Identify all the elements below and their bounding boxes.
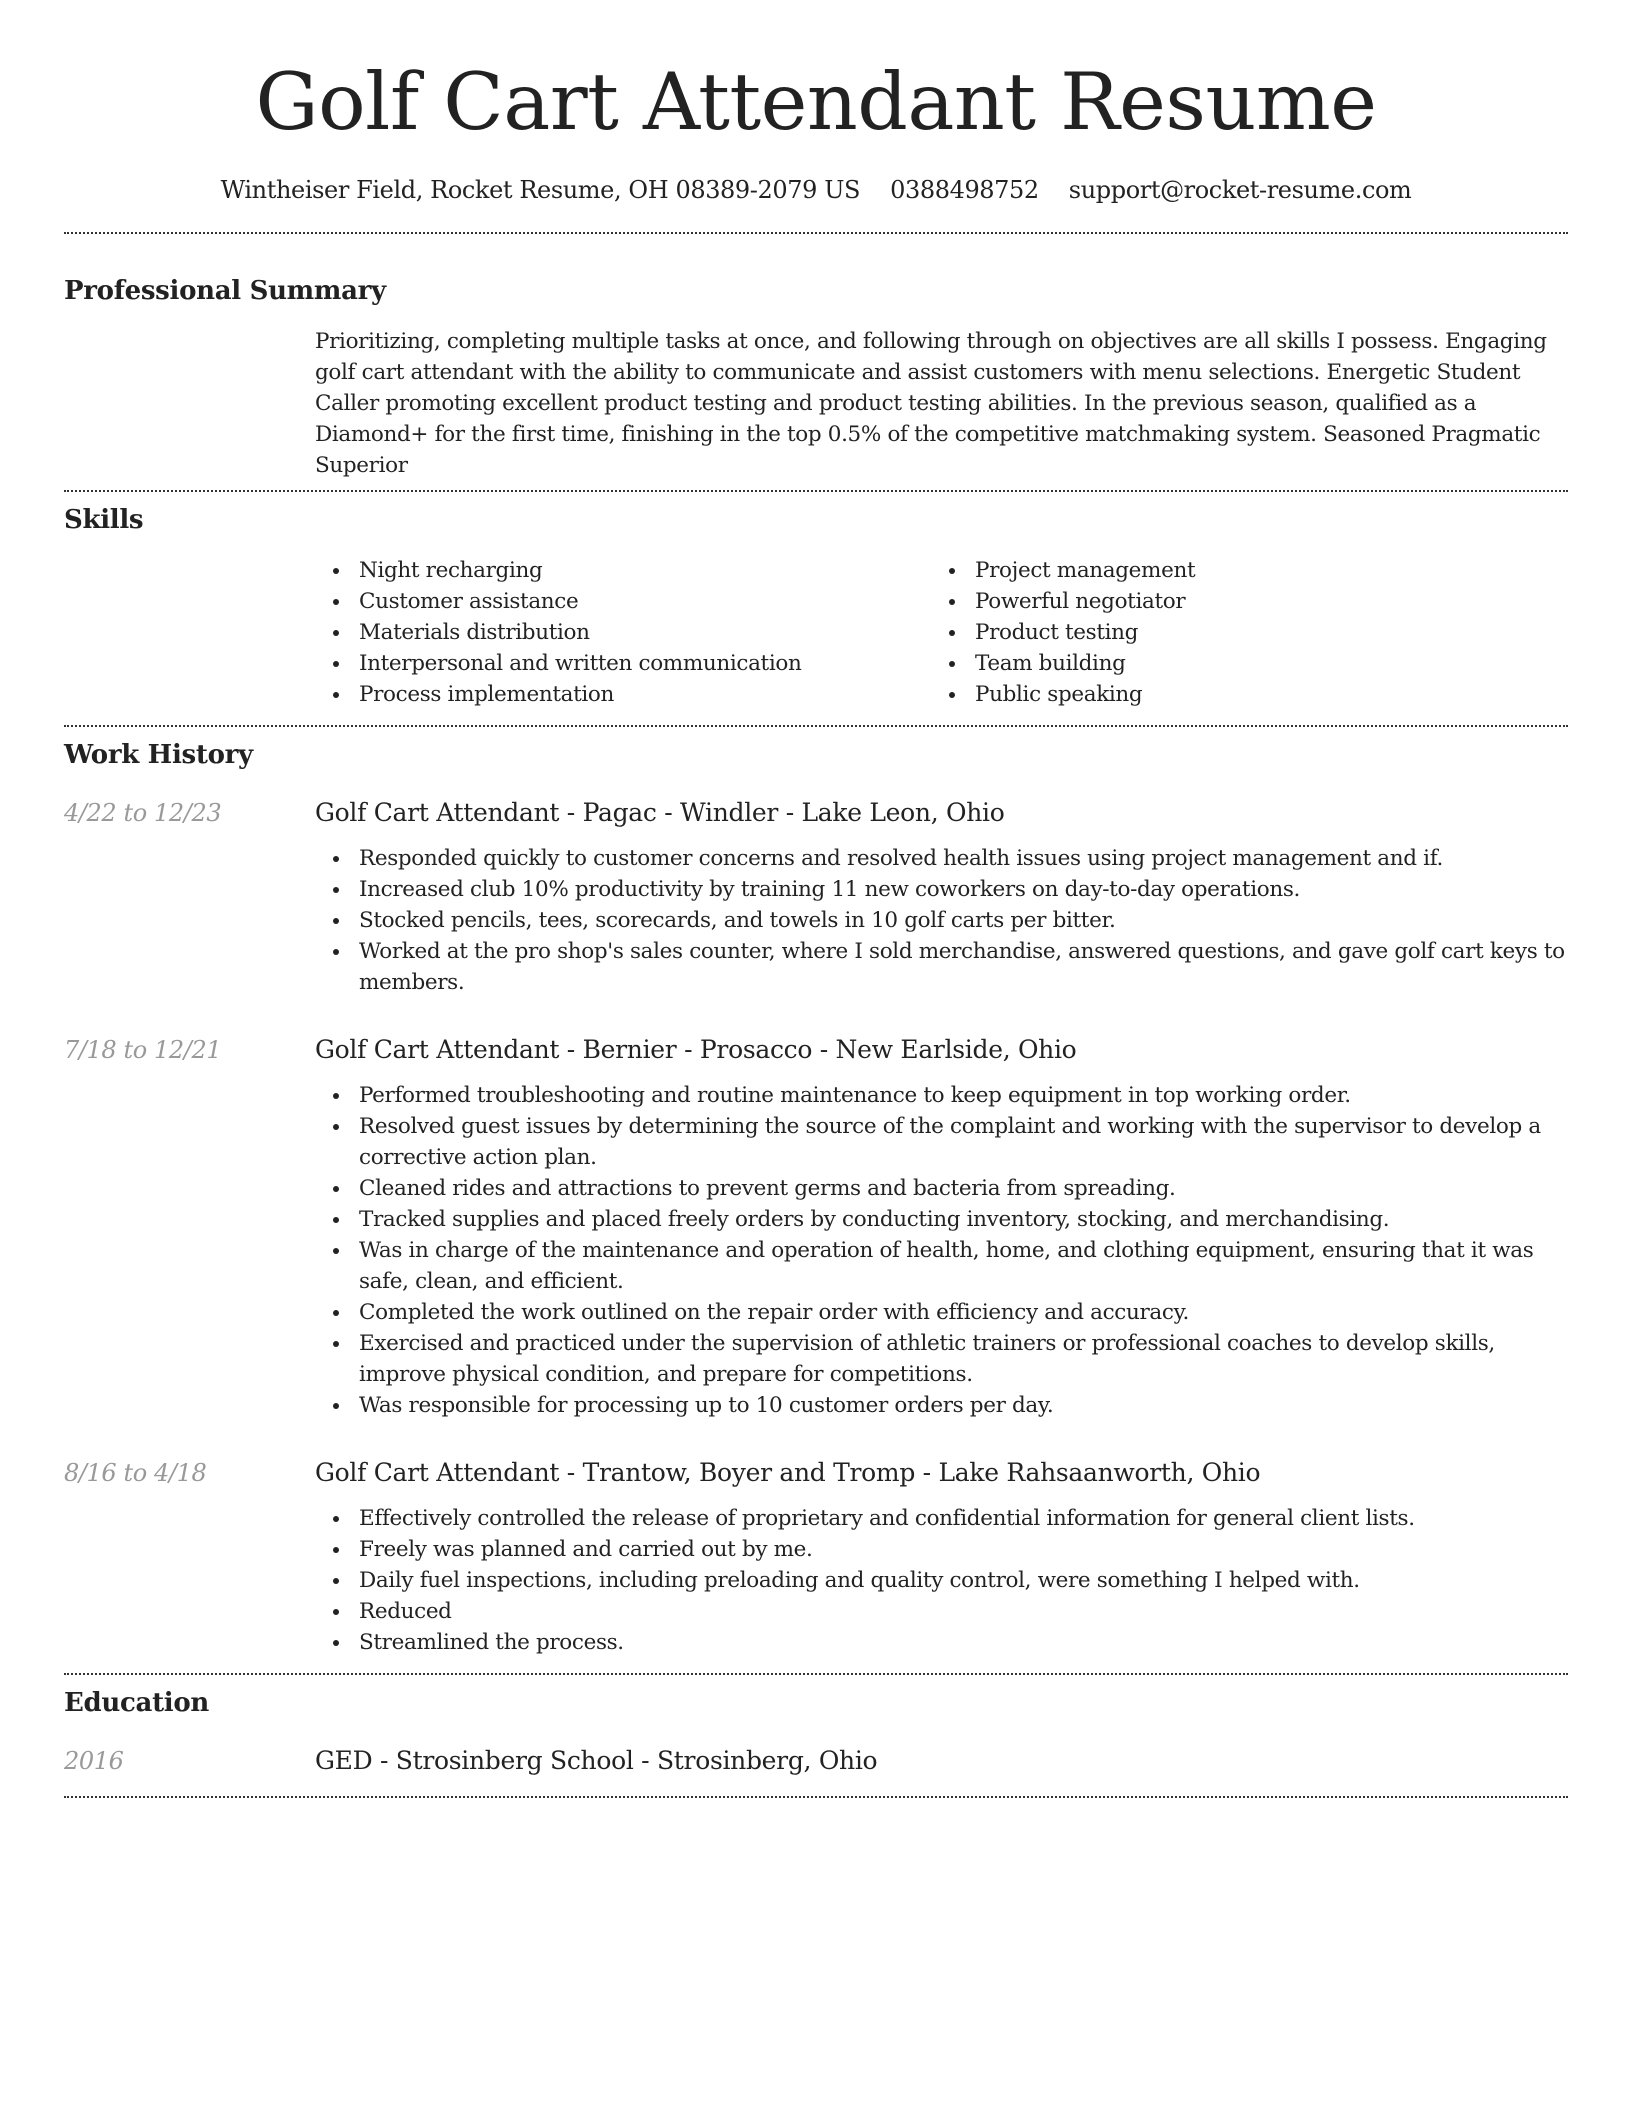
section-divider [64,1796,1568,1798]
skills-heading: Skills [64,505,144,535]
summary-section [64,234,1568,481]
duty-item: Was responsible for processing up to 10 customer orders per day. [315,1390,1568,1421]
job-duties [315,1503,1568,1658]
duty-item: Worked at the pro shop's sales counter, where I sold merchandise, answered questions, and gave golf cart keys to members. [315,936,1568,998]
contact-address: Wintheiser Field, Rocket Resume, OH 08389-2079 US [220,176,861,204]
job-header [64,1032,1568,1068]
job-header [64,795,1568,831]
skill-item: Project management [931,555,1547,586]
duty-item: Tracked supplies and placed freely orders by conducting inventory, stocking, and merchandising. [315,1204,1568,1235]
duty-item: Was in charge of the maintenance and operation of health, home, and clothing equipment, ensuring that it was safe, clean, and efficient. [315,1235,1568,1297]
duty-item: Reduced [315,1596,1568,1627]
duty-item: Increased club 10% productivity by training 11 new coworkers on day-to-day operations. [315,874,1568,905]
contact-line [64,172,1568,208]
duty-item: Effectively controlled the release of proprietary and confidential information for general client lists. [315,1503,1568,1534]
education-section [64,1675,1568,1779]
duty-item: Resolved guest issues by determining the source of the complaint and working with the supervisor to develop a corrective action plan. [315,1111,1568,1173]
skill-item: Materials distribution [315,617,931,648]
work-history-heading: Work History [64,740,253,770]
skill-item: Interpersonal and written communication [315,648,931,679]
job-heading: Golf Cart Attendant - Trantow, Boyer and Tromp - Lake Rahsaanworth, Ohio [315,1458,1261,1487]
duty-item: Exercised and practiced under the supervision of athletic trainers or professional coaches to develop skills, improve physical condition, and prepare for competitions. [315,1328,1568,1390]
skills-grid [315,555,1568,710]
duty-item: Stocked pencils, tees, scorecards, and towels in 10 golf carts per bitter. [315,905,1568,936]
resume-title: Golf Cart Attendant Resume [255,56,1377,148]
job-entry [64,1455,1568,1658]
job-duties [315,843,1568,998]
skill-item: Process implementation [315,679,931,710]
job-dates: 8/16 to 4/18 [64,1459,207,1487]
skill-item: Powerful negotiator [931,586,1547,617]
education-entry [64,1743,1568,1779]
duty-item: Completed the work outlined on the repair order with efficiency and accuracy. [315,1297,1568,1328]
contact-phone: 0388498752 [890,176,1039,204]
duty-item: Streamlined the process. [315,1627,1568,1658]
duty-item: Freely was planned and carried out by me. [315,1534,1568,1565]
summary-text: Prioritizing, completing multiple tasks at once, and following through on objectives are all skills I possess. Engaging golf cart attendant with the ability to communicate and assist customers with menu selections. Energetic Student Caller promoting excellent product testing and product testing abilities. In the previous season, qualified as a Diamond+ for the first time, finishing in the top 0.5% of the competitive matchmaking system. Seasoned Pragmatic Superior [315,329,1547,478]
duty-item: Performed troubleshooting and routine maintenance to keep equipment in top working order. [315,1080,1568,1111]
work-history-section [64,727,1568,1658]
skills-list-right [931,555,1547,710]
skill-item: Customer assistance [315,586,931,617]
resume-header [64,0,1568,208]
job-heading: Golf Cart Attendant - Bernier - Prosacco - New Earlside, Ohio [315,1035,1077,1064]
duty-item: Responded quickly to customer concerns and resolved health issues using project management and if. [315,843,1568,874]
job-heading: Golf Cart Attendant - Pagac - Windler - Lake Leon, Ohio [315,798,1005,827]
skill-item: Product testing [931,617,1547,648]
skill-item: Public speaking [931,679,1547,710]
duty-item: Daily fuel inspections, including preloading and quality control, were something I helped with. [315,1565,1568,1596]
education-heading: Education [64,1688,210,1718]
contact-email[interactable]: support@rocket-resume.com [1068,176,1412,204]
duty-item: Cleaned rides and attractions to prevent germs and bacteria from spreading. [315,1173,1568,1204]
job-header [64,1455,1568,1491]
job-dates: 4/22 to 12/23 [64,799,222,827]
job-duties [315,1080,1568,1421]
job-entry [64,795,1568,998]
education-heading-line: GED - Strosinberg School - Strosinberg, Ohio [315,1746,878,1775]
skill-item: Team building [931,648,1547,679]
job-dates: 7/18 to 12/21 [64,1036,222,1064]
skills-section [64,492,1568,710]
skills-list-left [315,555,931,710]
summary-heading: Professional Summary [64,276,386,306]
education-date: 2016 [64,1747,124,1775]
skill-item: Night recharging [315,555,931,586]
job-entry [64,1032,1568,1421]
